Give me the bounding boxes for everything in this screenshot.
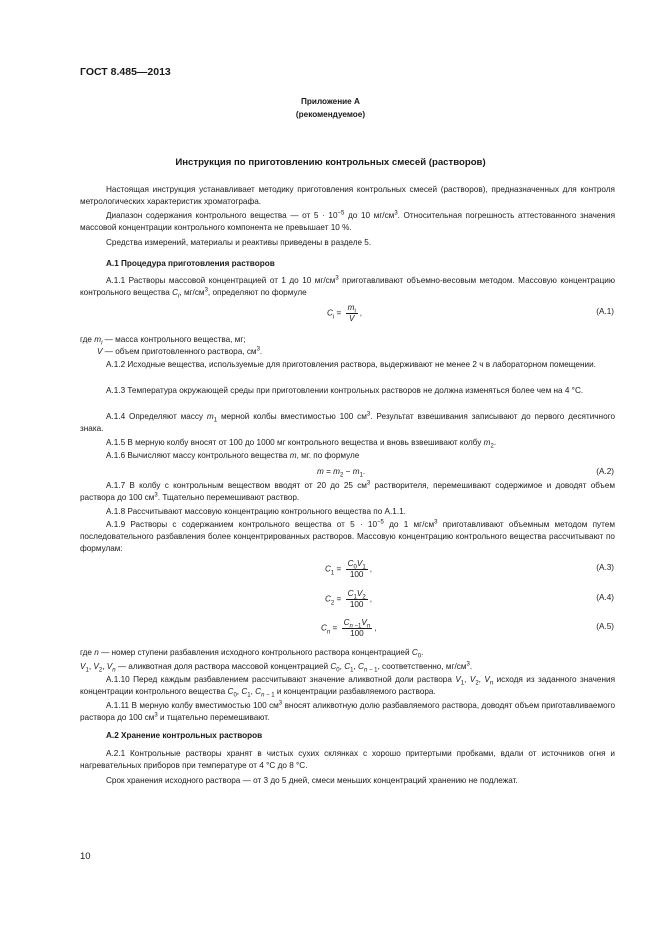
- para-a16: А.1.6 Вычисляют массу контрольного вещества m, мг. по формуле: [106, 451, 360, 460]
- section-a2-heading: А.2 Хранение контрольных растворов: [106, 731, 263, 740]
- appendix-note: (рекомендуемое): [295, 110, 366, 119]
- formula-a3: $C_1$ = $\frac{C_0V_1}{100}$ ,: [325, 559, 372, 579]
- formula-a4: $C_2$ = $\frac{C_1V_2}{100}$ ,: [325, 589, 372, 609]
- para-a17: А.1.7 В колбу с контрольным веществом вводят от 20 до 25 $см^3$ растворителя, перемешивают содержимое и доводят объем раствора до 100 $см^3$. Тщательно перемешивают раствор.: [80, 480, 615, 502]
- para-a13: А.1.3 Температура окружающей среды при приготовлении контрольных растворов не должна изменяться более чем на 4 °С.: [106, 386, 584, 395]
- para-a19: А.1.9 Растворы с содержанием контрольного вещества от $5 \cdot 10^{-5}$ до 1 $мг/см^3$ приготавливают объемным методом путем последовательного разбавления более концентрированных растворов. Массовую концентрацию контрольного вещества рассчитывают по формулам:: [80, 519, 615, 553]
- intro-paragraph-2: Диапазон содержания контрольного вещества — от $5 \cdot 10^{-5}$ до 10 $мг/см^3$. Относительная погрешность аттестованного значения массовой концентрации контрольного компонента не превышает 10 %.: [80, 210, 616, 232]
- formula-a1: $C_i$ = $\frac{m_i}{V}$ ,: [327, 303, 363, 323]
- formula-number-a1: (А.1): [596, 307, 614, 316]
- page-number: 10: [80, 851, 91, 862]
- para-a11: А.1.1 Растворы массовой концентрацией от 1 до 10 $мг/см^3$ приготавливают объемно-весовым методом. Массовую концентрацию контрольного вещества $C_i$, $мг/см^3$, определяют по формуле: [80, 275, 616, 300]
- where-v-aliquot: $V_1$, $V_2$, $V_n$ — аликвотная доля раствора массовой концентрацией $C_0$, $C_1$, $C_{n - 1}$, соответственно, $мг/см^3$.: [80, 661, 473, 674]
- para-a18: А.1.8 Рассчитывают массовую концентрацию контрольного вещества по А.1.1.: [106, 507, 406, 516]
- formula-number-a4: (А.4): [596, 593, 614, 602]
- para-a111: А.1.11 В мерную колбу вместимостью 100 $см^3$ вносят аликвотную долю разбавляемого раствора, доводят объем приготавливаемого раствора до 100 $см^3$ и тщательно перемешивают.: [80, 700, 616, 722]
- where-mi: где $m_i$ — масса контрольного вещества, мг;: [80, 335, 246, 347]
- section-a1-heading: А.1 Процедура приготовления растворов: [106, 259, 275, 268]
- formula-number-a3: (А.3): [596, 563, 614, 572]
- para-a21: А.2.1 Контрольные растворы хранят в чистых сухих склянках с хорошо притертыми пробками, вдали от источников огня и нагревательных приборов при температуре от 4 °С до 8 °С.: [80, 749, 615, 770]
- formula-number-a2: (А.2): [596, 467, 614, 476]
- where-n: где n — номер ступени разбавления исходного контрольного раствора концентрацией $C_0$.: [80, 648, 424, 660]
- formula-number-a5: (А.5): [596, 622, 614, 631]
- document-code: ГОСТ 8.485—2013: [80, 66, 171, 78]
- appendix-title: Приложение А: [301, 97, 360, 106]
- para-a110: А.1.10 Перед каждым разбавлением рассчитывают значение аликвотной доли раствора $V_1$, $V_2$, $V_n$ исходя из заданного значения концентрации контрольного вещества $C_0$, $C_1$, $C_{n - 1}$ и концентрации разбавляемого раствора.: [80, 675, 615, 699]
- para-a22: Срок хранения исходного раствора — от 3 до 5 дней, смеси меньших концентраций хранению не подлежат.: [106, 776, 518, 785]
- intro-paragraph-3: Средства измерений, материалы и реактивы приведены в разделе 5.: [106, 238, 372, 247]
- para-a12: А.1.2 Исходные вещества, используемые для приготовления раствора, выдерживают не менее 2 ч в лабораторном помещении.: [106, 360, 596, 369]
- para-a15: А.1.5 В мерную колбу вносят от 100 до 1000 мг контрольного вещества и вновь взвешивают колбу $m_2$.: [106, 438, 497, 450]
- intro-paragraph-1: Настоящая инструкция устанавливает методику приготовления контрольных смесей (растворов), предназначенных для контроля метрологических характеристик хроматографа.: [80, 185, 615, 206]
- main-title: Инструкция по приготовлению контрольных смесей (растворов): [175, 157, 486, 168]
- para-a14: А.1.4 Определяют массу $m_1$ мерной колбы вместимостью 100 $см^3$. Результат взвешивания записывают до первого десятичного знака.: [80, 411, 615, 433]
- formula-a5: $C_n$ = $\frac{C_{n -1}V_n}{100}$ ,: [321, 618, 377, 638]
- formula-a2: $m = m_2 - m_1$.: [317, 467, 366, 479]
- where-v: V — объем приготовленного раствора, $см^3$.: [97, 346, 263, 356]
